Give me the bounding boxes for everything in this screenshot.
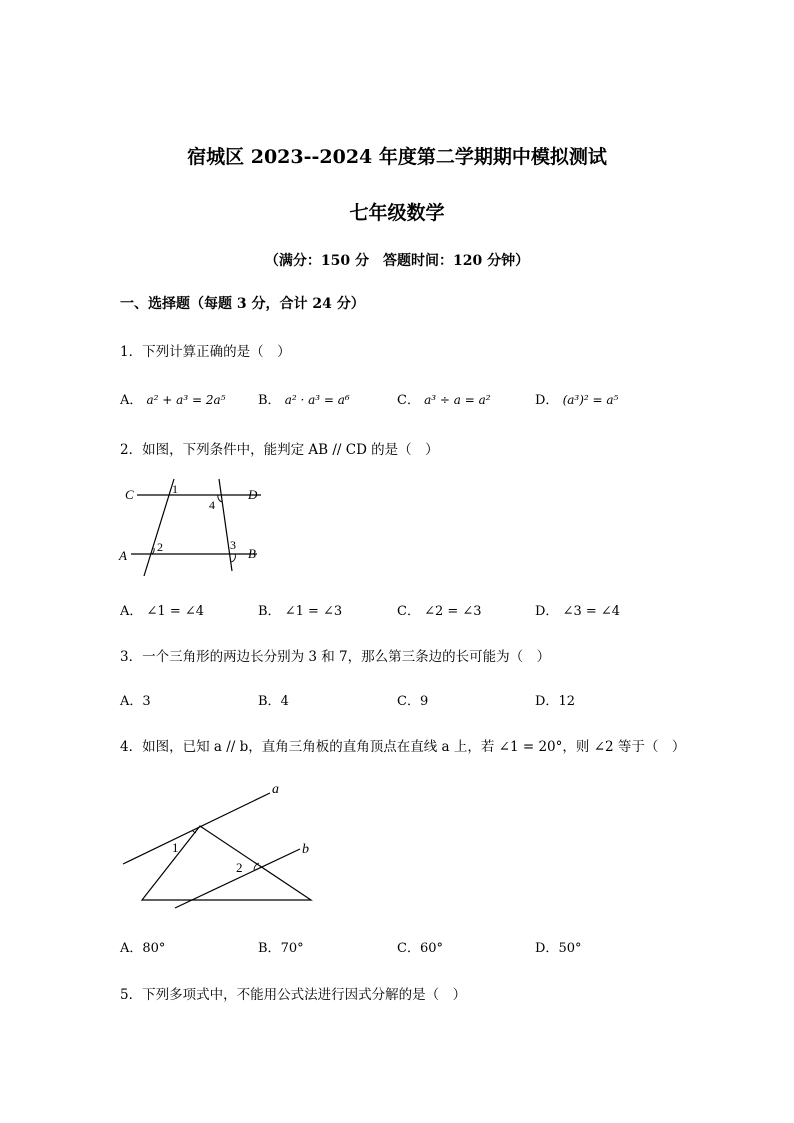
q2-option-c (397, 600, 482, 619)
question-stem: 下列多项式中，不能用公式法进行因式分解的是（ ） (142, 987, 467, 1003)
option-letter: C． (397, 941, 420, 956)
option-letter: A． (120, 393, 143, 408)
option-text: ∠2 = ∠3 (424, 604, 482, 619)
option-text: a² + a³ = 2a⁵ (146, 393, 226, 407)
q4-option-a (120, 937, 165, 956)
q2-option-a (120, 600, 204, 619)
question-stem: 一个三角形的两边长分别为 3 和 7，那么第三条边的长可能为（ ） (142, 649, 551, 665)
question-number: 2． (120, 442, 143, 458)
q4-figure (115, 775, 325, 915)
q4-option-c (397, 937, 443, 956)
right-triangle (142, 826, 311, 900)
q1-option-a (120, 389, 225, 408)
line-a (123, 793, 270, 864)
option-letter: D． (535, 694, 559, 709)
q4-option-d (535, 937, 581, 956)
label-angle-3: 3 (230, 538, 236, 552)
label-angle-1: 1 (172, 840, 179, 855)
question-number: 5． (120, 987, 143, 1003)
option-text: 3 (142, 694, 151, 709)
label-a: A (119, 548, 127, 563)
question-4 (120, 735, 685, 755)
option-letter: C． (397, 604, 420, 619)
angle-3-arc (231, 554, 235, 562)
question-number: 3． (120, 649, 143, 665)
option-letter: D． (535, 604, 559, 619)
option-letter: A． (120, 941, 143, 956)
option-letter: A． (120, 694, 143, 709)
q3-option-b (258, 690, 289, 709)
label-d: D (248, 487, 258, 502)
option-text: 70° (280, 941, 304, 956)
q4-option-b (258, 937, 304, 956)
section-heading: 一、选择题（每题 3 分，合计 24 分） (120, 296, 365, 312)
q3-option-d (535, 690, 575, 709)
label-angle-2: 2 (236, 860, 243, 875)
option-letter: C． (397, 694, 420, 709)
label-angle-2: 2 (157, 540, 163, 554)
option-letter: C． (397, 393, 420, 408)
q1-option-b (258, 389, 350, 408)
option-letter: B． (258, 393, 281, 408)
option-letter: A． (120, 604, 143, 619)
transversal-right (219, 479, 232, 571)
question-number: 4． (120, 739, 143, 755)
exam-info: （满分：150 分 答题时间：120 分钟） (264, 253, 530, 269)
q1-option-c (397, 389, 491, 408)
option-letter: B． (258, 694, 281, 709)
option-text: a² · a³ = a⁶ (284, 393, 350, 407)
option-letter: D． (535, 393, 559, 408)
q3-option-c (397, 690, 428, 709)
exam-title: 宿城区 2023--2024 年度第二学期期中模拟测试 (187, 146, 607, 168)
option-text: ∠3 = ∠4 (562, 604, 621, 619)
option-letter: D． (535, 941, 559, 956)
question-number: 1． (120, 344, 143, 360)
label-c: C (125, 487, 134, 502)
q3-option-a (120, 690, 151, 709)
q2-option-b (258, 600, 342, 619)
question-1 (120, 340, 291, 360)
option-letter: B． (258, 604, 281, 619)
question-stem: 如图，已知 a // b，直角三角板的直角顶点在直线 a 上，若 ∠1 = 20°，则 ∠2 等于（ ） (142, 739, 686, 755)
option-letter: B． (258, 941, 281, 956)
option-text: 9 (419, 694, 429, 709)
label-a: a (272, 782, 279, 797)
question-5 (120, 983, 466, 1003)
question-stem: 下列计算正确的是（ ） (142, 344, 291, 360)
option-text: 80° (142, 941, 166, 956)
option-text: 50° (558, 941, 582, 956)
option-text: 60° (419, 941, 443, 956)
question-3 (120, 645, 550, 665)
option-text: a³ ÷ a = a² (424, 393, 491, 407)
label-angle-4: 4 (209, 498, 215, 512)
exam-subtitle: 七年级数学 (349, 202, 445, 224)
label-b: B (248, 546, 256, 561)
question-2 (120, 438, 439, 458)
label-b: b (302, 842, 309, 857)
q1-option-d (535, 389, 618, 408)
q2-figure (115, 475, 265, 580)
option-text: (a³)² = a⁵ (562, 393, 619, 407)
line-b (175, 849, 300, 908)
transversal-left (144, 479, 174, 576)
option-text: 4 (280, 694, 289, 709)
q2-option-d (535, 600, 620, 619)
label-angle-1: 1 (172, 482, 178, 496)
option-text: 12 (558, 694, 575, 709)
option-text: ∠1 = ∠4 (146, 604, 205, 619)
question-stem: 如图，下列条件中，能判定 AB // CD 的是（ ） (142, 442, 439, 458)
option-text: ∠1 = ∠3 (284, 604, 343, 619)
